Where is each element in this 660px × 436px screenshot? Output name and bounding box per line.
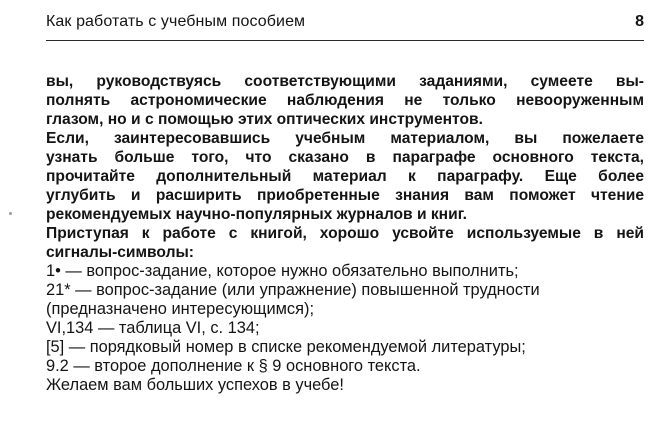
- symbol-item: VI,134 — таблица VI, с. 134;: [46, 319, 260, 337]
- symbols-list: [46, 262, 644, 376]
- header-rule: [46, 40, 644, 41]
- chapter-title: Как работать с учебным пособием: [46, 13, 306, 30]
- symbol-item: 21* — вопрос-задание (или упражнение) повышенной трудности: [46, 281, 540, 299]
- page-number: 8: [635, 13, 644, 30]
- paragraph-additional-material: [46, 129, 644, 224]
- text-line: глазом, но и с помощью этих оптических инструментов.: [46, 111, 483, 128]
- text-line: Приступая к работе с книгой, хорошо усвойте используемые в ней: [46, 225, 644, 242]
- text-line: Если, заинтересовавшись учебным материалом, вы пожелаете: [46, 130, 644, 147]
- margin-speck: [9, 212, 12, 215]
- symbol-item: 1• — вопрос-задание, которое нужно обязательно выполнить;: [46, 262, 519, 280]
- symbol-item: 9.2 — второе дополнение к § 9 основного текста.: [46, 357, 421, 375]
- paragraph-symbols-intro: [46, 224, 644, 262]
- text-line: рекомендуемых научно-популярных журналов и книг.: [46, 206, 467, 223]
- text-line: углубить и расширить приобретенные знания вам поможет чтение: [46, 187, 644, 204]
- symbol-item: (предназначено интересующимся);: [46, 300, 315, 318]
- symbol-item: [5] — порядковый номер в списке рекомендуемой литературы;: [46, 338, 526, 356]
- text-line: сигналы-символы:: [46, 244, 194, 261]
- text-line: узнать больше того, что сказано в параграфе основного текста,: [46, 149, 644, 166]
- paragraph-observations: [46, 72, 644, 129]
- text-line: вы, руководствуясь соответствующими заданиями, сумеете вы-: [46, 73, 644, 90]
- closing-wish: Желаем вам больших успехов в учебе!: [46, 376, 344, 394]
- body-text: [46, 72, 644, 395]
- text-line: прочитайте дополнительный материал к параграфу. Еще более: [46, 168, 644, 185]
- running-header: [46, 11, 644, 33]
- text-line: полнять астрономические наблюдения не только невооруженным: [46, 92, 644, 109]
